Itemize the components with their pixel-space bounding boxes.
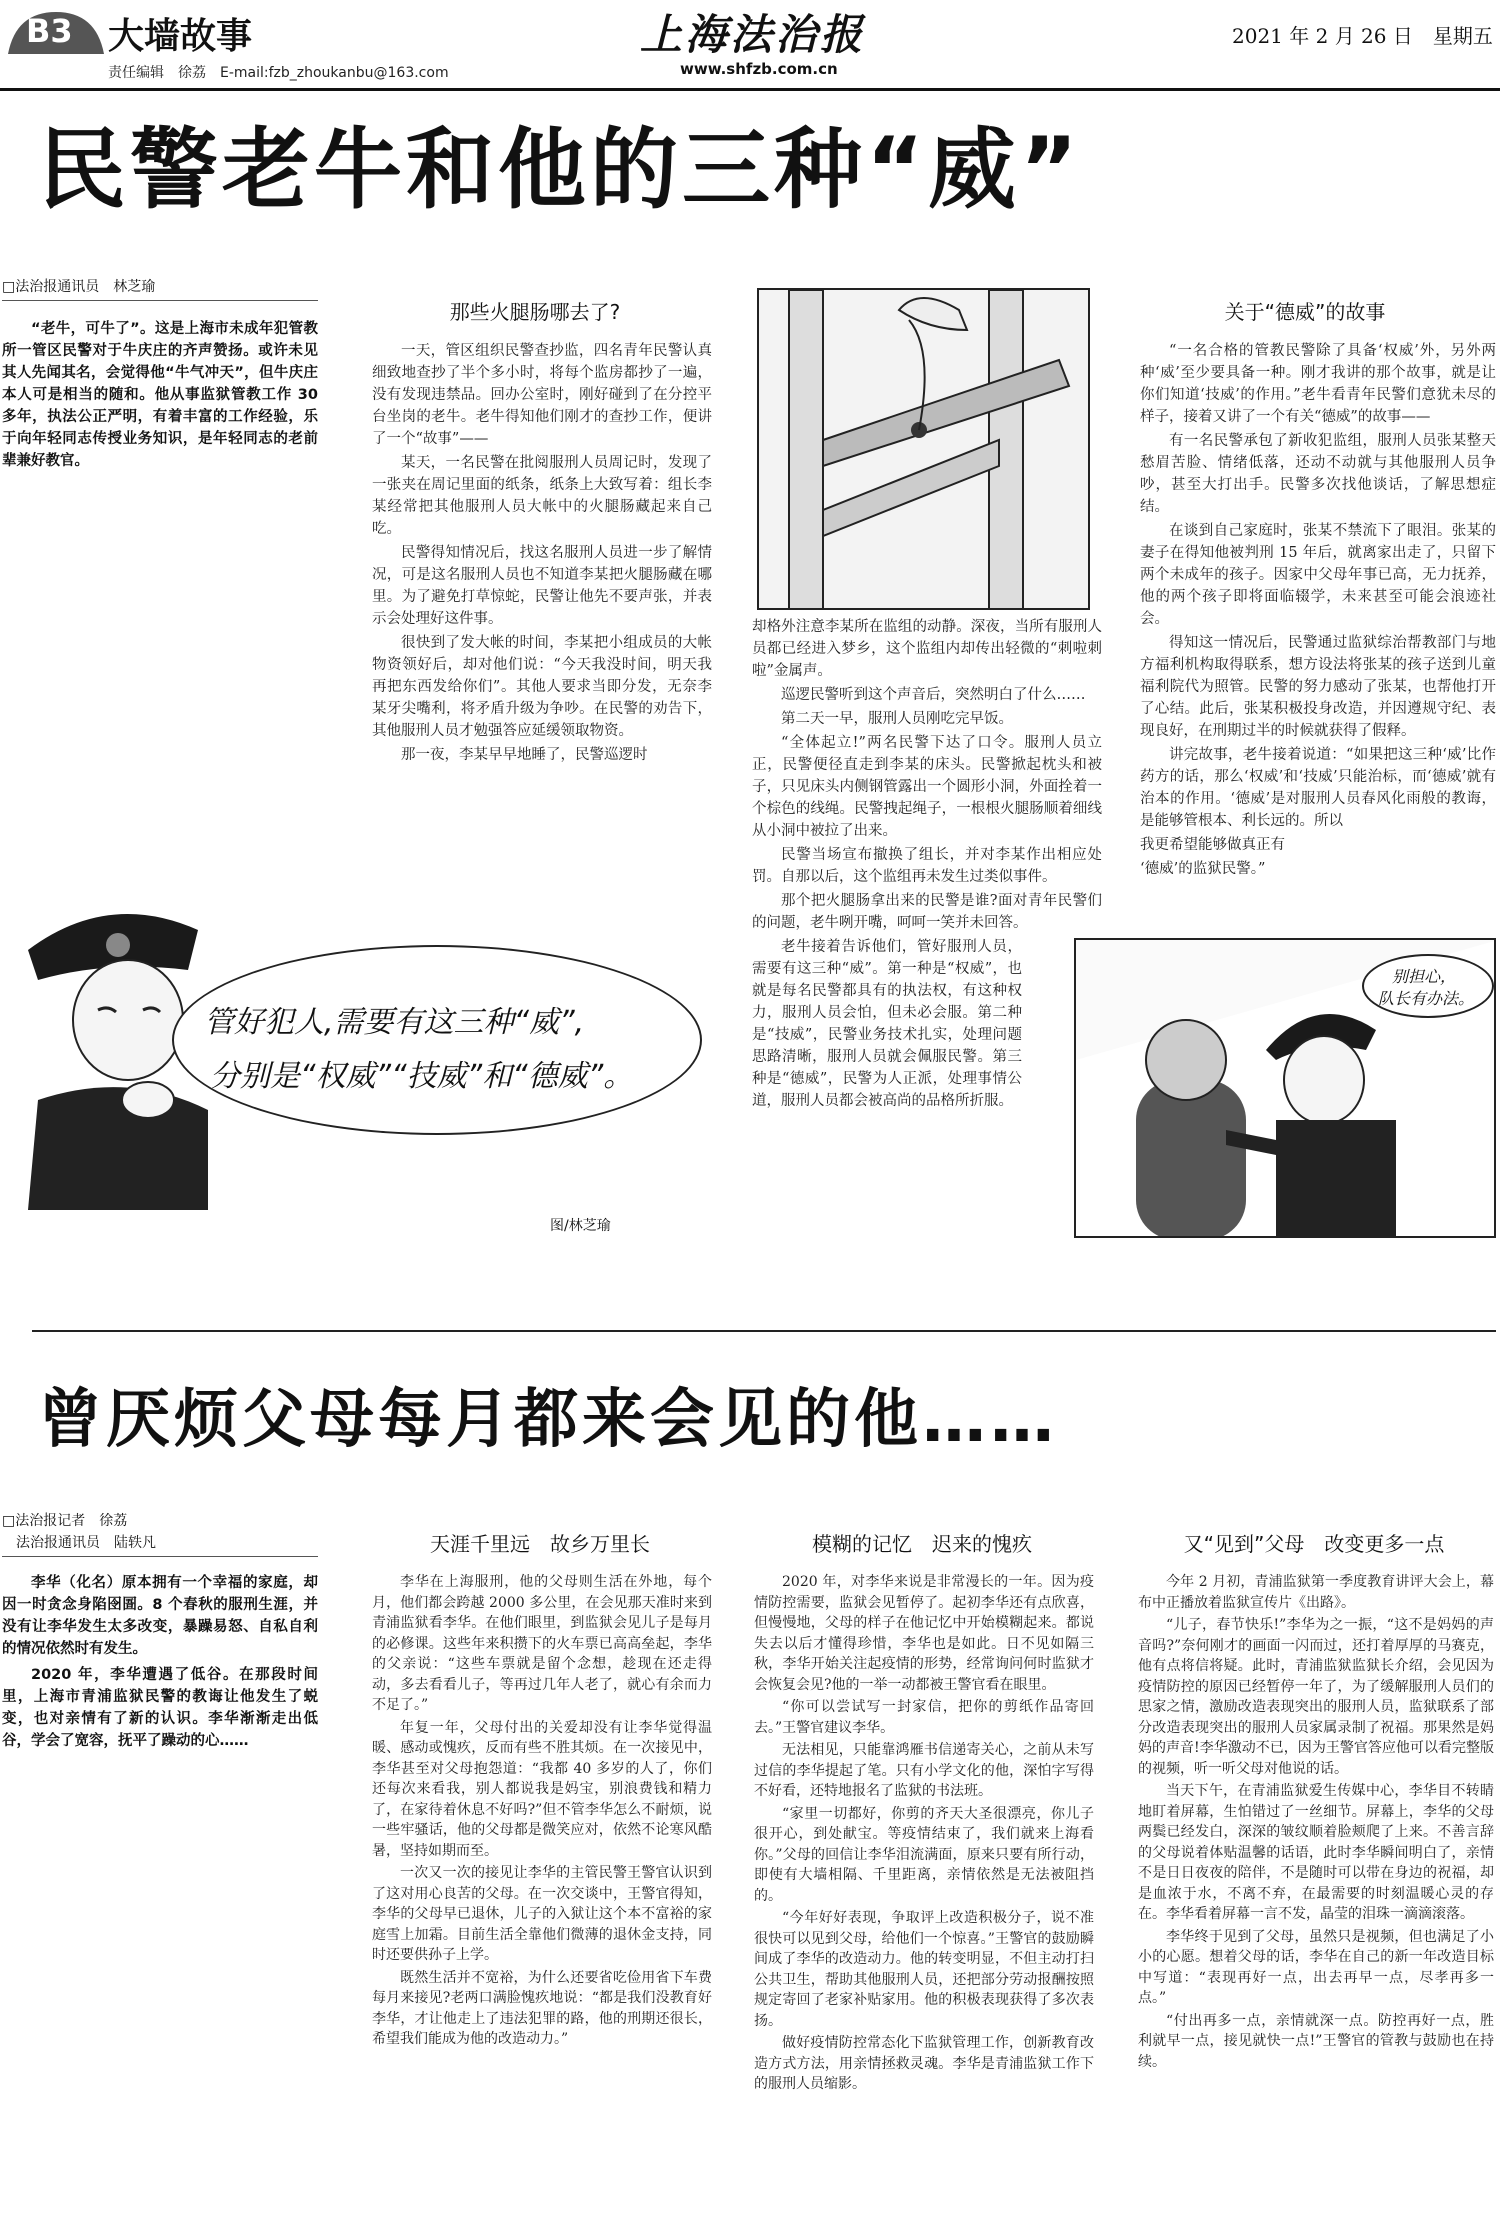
paragraph: 李华在上海服刑，他的父母则生活在外地，每个月，他们都会跨越 2000 多公里，在会见那天准时来到青浦监狱看李华。在他们眼里，到监狱会见儿子是每月的必修课。这些年来积攒下的火车票已高高垒起，李华的父亲说：“这些车票就是留个念想，趁现在还走得动，多去看看儿子，等再过几年人老了，就心有余而力不足了。” xyxy=(372,1574,712,1713)
article2-byline xyxy=(2,1510,156,1554)
paragraph: “一名合格的管教民警除了具备‘权威’外，另外两种‘威’至少要具备一种。刚才我讲的那个故事，就是让你们知道‘技威’的作用。”老牛看青年民警们意犹未尽的样子，接着又讲了一个有关“德威”的故事—— xyxy=(1140,343,1496,425)
article-divider xyxy=(32,1330,1496,1332)
paragraph: 某天，一名民警在批阅服刑人员周记时，发现了一张夹在周记里面的纸条，纸条上大致写着：组长李某经常把其他服刑人员大帐中的火腿肠藏起来自己吃。 xyxy=(372,455,712,537)
paragraph: 很快到了发大帐的时间，李某把小组成员的大帐物资领好后，却对他们说：“今天我没时间，明天我再把东西发给你们”。其他人要求当即分发，无奈李某牙尖嘴利，将矛盾升级为争吵。在民警的劝告下，其他服刑人员才勉强答应延缓领取物资。 xyxy=(372,635,712,739)
article2-column-2 xyxy=(754,1572,1094,2097)
article1-title: 民警老牛和他的三种“威” xyxy=(38,118,1082,221)
masthead xyxy=(0,0,1500,90)
bubble-line-1: 管好犯人,需要有这三种“威”, xyxy=(204,1005,585,1040)
website: www.shfzb.com.cn xyxy=(680,60,838,78)
paragraph: 当天下午，在青浦监狱爱生传媒中心，李华目不转睛地盯着屏幕，生怕错过了一丝细节。屏幕上，李华的父母两鬓已经发白，深深的皱纹顺着脸颊爬了上来。不善言辞的父母说着体贴温馨的话语，此时李华瞬间明白了，亲情不是日日夜夜的陪伴，不是随时可以带在身边的祝福，却是血浓于水，不离不弃，在最需要的时刻温暖心灵的存在。李华看着屏幕一言不发，晶莹的泪珠一滴滴滚落。 xyxy=(1138,1783,1494,1922)
article1-column-1 xyxy=(372,340,712,768)
page-number-badge xyxy=(6,6,106,58)
article2-subhead-1: 天涯千里远 故乡万里长 xyxy=(430,1532,650,1556)
article2-subhead-3: 又“见到”父母 改变更多一点 xyxy=(1183,1532,1445,1556)
pipe-drawing xyxy=(759,290,1090,610)
paragraph: 年复一年，父母付出的关爱却没有让李华觉得温暖、感动或愧疚，反而有些不胜其烦。在一次接见中，李华甚至对父母抱怨道：“我都 40 多岁的人了，你们还每次来看我，别人都说我是妈宝，别浪费钱和精力了，在家待着休息不好吗?”但不管李华怎么不耐烦，说一些牢骚话，他的父母都是微笑应对，依然不论寒风酷暑，坚持如期而至。 xyxy=(372,1719,712,1859)
paragraph: 在谈到自己家庭时，张某不禁流下了眼泪。张某的妻子在得知他被判刑 15 年后，就离家出走了，只留下两个未成年的孩子。因家中父母年事已高，无力抚养，他的两个孩子即将面临辍学，未来甚至可能会浪迹社会。 xyxy=(1140,523,1496,627)
article2-column-1 xyxy=(372,1572,712,2052)
article2-lead xyxy=(2,1572,318,1756)
article2-title: 曾厌烦父母每月都来会见的他…… xyxy=(38,1383,1058,1457)
article1-lead xyxy=(2,318,318,476)
article1-byline: □法治报通讯员 林芝瑜 xyxy=(2,279,156,295)
paragraph: 却格外注意李某所在监组的动静。深夜，当所有服刑人员都已经进入梦乡，这个监组内却传出轻微的“刺啦刺啦”金属声。 xyxy=(752,619,1102,679)
small-bubble xyxy=(1362,954,1494,1018)
bubble-line-2: 分别是“权威”“技威”和“德威”。 xyxy=(210,1059,634,1094)
paragraph: 那一夜，李某早早地睡了，民警巡逻时 xyxy=(401,747,648,763)
page-number: B3 xyxy=(26,12,73,50)
lead-paragraph: 李华（化名）原本拥有一个幸福的家庭，却因一时贪念身陷囹圄。8 个春秋的服刑生涯，并没有让李华发生太多改变，暴躁易怒、自私自利的情况依然时有发生。 xyxy=(2,1575,318,1657)
issue-date: 2021 年 2 月 26 日 星期五 xyxy=(1232,24,1493,48)
paragraph: 无法相见，只能靠鸿雁书信递寄关心，之前从未写过信的李华提起了笔。只有小学文化的他，深怕字写得不好看，还特地报名了监狱的书法班。 xyxy=(754,1742,1094,1799)
paragraph: 讲完故事，老牛接着说道：“如果把这三种‘威’比作药方的话，那么‘权威’和‘技威’只能治标，而‘德威’就有治本的作用。‘德威’是对服刑人员春风化雨般的教诲，是能够管根本、利长远的。所以 xyxy=(1140,747,1496,829)
byline-rule xyxy=(2,1556,318,1557)
small-bubble-line-1: 别担心， xyxy=(1392,967,1457,986)
section-name: 大墙故事 xyxy=(108,16,253,57)
pipe-illustration xyxy=(757,288,1090,610)
paragraph: 李华终于见到了父母，虽然只是视频，但也满足了小小的心愿。想着父母的话，李华在自己的新一年改造目标中写道：“表现再好一点，出去再早一点，尽孝再多一点。” xyxy=(1138,1928,1494,2006)
article1-subhead-1: 那些火腿肠哪去了? xyxy=(449,300,621,324)
byline-line: 法治报通讯员 陆轶凡 xyxy=(2,1535,156,1551)
byline-rule xyxy=(2,300,318,301)
paragraph: 一天，管区组织民警查抄监，四名青年民警认真细致地查抄了半个多小时，将每个监房都抄了一遍，没有发现违禁品。回办公室时，刚好碰到了在分控平台坐岗的老牛。老牛得知他们刚才的查抄工作，便讲了一个“故事”—— xyxy=(372,343,712,447)
speech-bubble xyxy=(172,945,702,1135)
article1-subhead-2: 关于“德威”的故事 xyxy=(1224,300,1386,324)
illustration-credit: 图/林芝瑜 xyxy=(550,1218,611,1234)
paragraph: “付出再多一点，亲情就深一点。防控再好一点，胜利就早一点，接见就快一点!”王警官的管教与鼓励也在持续。 xyxy=(1138,2012,1494,2070)
paragraph: 第二天一早，服刑人员刚吃完早饭。 xyxy=(781,711,1013,727)
paragraph: 民警得知情况后，找这名服刑人员进一步了解情况，可是这名服刑人员也不知道李某把火腿肠藏在哪里。为了避免打草惊蛇，民警让他先不要声张，并表示会处理好这件事。 xyxy=(372,545,712,627)
article2-subhead-2: 模糊的记忆 迟来的愧疚 xyxy=(812,1532,1032,1556)
paragraph: “家里一切都好，你剪的齐天大圣很漂亮，你儿子很开心，到处献宝。等疫情结束了，我们就来上海看你。”父母的回信让李华泪流满面，原来只要有所行动，即使有大墙相隔、千里距离，亲情依然是无法被阻挡的。 xyxy=(754,1805,1094,1904)
paragraph: ‘德威’的监狱民警。” xyxy=(1140,861,1266,877)
article2-column-3 xyxy=(1138,1572,1494,2074)
lead-paragraph: “老牛，可牛了”。这是上海市未成年犯管教所一管区民警对于牛庆庄的齐声赞扬。或许未见其人先闻其名，会觉得他“牛气冲天”，但牛庆庄本人可是相当的随和。他从事监狱管教工作 30 多年，执法公正严明，有着丰富的工作经验，乐于向年轻同志传授业务知识，是年轻同志的老前辈兼好教官。 xyxy=(2,321,318,469)
lead-paragraph: 2020 年，李华遭遇了低谷。在那段时间里，上海市青浦监狱民警的教诲让他发生了蜕变，也对亲情有了新的认识。李华渐渐走出低谷，学会了宽容，抚平了躁动的心…… xyxy=(2,1667,318,1749)
article1-column-2 xyxy=(752,616,1102,1114)
paragraph: 老牛接着告诉他们，管好服刑人员，需要有这三种“威”。第一种是“权威”，也就是每名民警都具有的执法权，有这种权力，服刑人员会怕，但未必会服。第二种是“技威”，民警业务技术扎实，处理问题思路清晰，服刑人员就会佩服民警。第三种是“德威”，民警为人正派，处理事情公道，服刑人员都会被高尚的品格所折服。 xyxy=(752,939,1022,1109)
paragraph: 今年 2 月初，青浦监狱第一季度教育讲评大会上，幕布中正播放着监狱宣传片《出路》。 xyxy=(1138,1574,1494,1611)
paragraph: 有一名民警承包了新收犯监组，服刑人员张某整天愁眉苦脸、情绪低落，还动不动就与其他服刑人员争吵，甚至大打出手。民警多次找他谈话，了解思想症结。 xyxy=(1140,433,1496,515)
editor-line: 责任编辑 徐荔 E-mail:fzb_zhoukanbu@163.com xyxy=(108,65,449,81)
paragraph: 得知这一情况后，民警通过监狱综治帮教部门与地方福利机构取得联系，想方设法将张某的孩子送到儿童福利院代为照管。民警的努力感动了张某，也帮他打开了心结。此后，张某积极投身改造，并因遵规守纪、表现良好，在刑期过半的时候就获得了假释。 xyxy=(1140,635,1496,739)
paragraph: 一次又一次的接见让李华的主管民警王警官认识到了这对用心良苦的父母。在一次交谈中，王警官得知，李华的父母早已退休，儿子的入狱让这个本不富裕的家庭雪上加霜。目前生活全靠他们微薄的退休金支持，同时还要供孙子上学。 xyxy=(372,1865,712,1963)
paragraph: 既然生活并不宽裕，为什么还要省吃俭用省下车费每月来接见?老两口满脸愧疚地说：“都是我们没教育好李华，才让他走上了违法犯罪的路，他的刑期还很长，希望我们能成为他的改造动力。” xyxy=(372,1969,712,2047)
paragraph: “今年好好表现，争取评上改造积极分子，说不准很快可以见到父母，给他们一个惊喜。”王警官的鼓励瞬间成了李华的改造动力。他的转变明显，不但主动打扫公共卫生，帮助其他服刑人员，还把部分劳动报酬按照规定寄回了老家补贴家用。他的积极表现获得了多次表扬。 xyxy=(754,1910,1094,2029)
paragraph: 那个把火腿肠拿出来的民警是谁?面对青年民警们的问题，老牛咧开嘴，呵呵一笑并未回答。 xyxy=(752,893,1102,931)
paragraph: 我更希望能够做真正有 xyxy=(1140,837,1285,853)
paragraph: 民警当场宣布撤换了组长，并对李某作出相应处罚。自那以后，这个监组再未发生过类似事件。 xyxy=(752,847,1102,885)
paragraph: “全体起立!”两名民警下达了口令。服刑人员立正，民警便径直走到李某的床头。民警掀起枕头和被子，只见床头内侧钢管露出一个圆形小洞，外面拴着一个棕色的线绳。民警拽起绳子，一根根火腿肠顺着细线从小洞中被拉了出来。 xyxy=(752,735,1102,839)
paper-logo: 上海法治报 xyxy=(640,10,866,59)
small-bubble-line-2: 队长有办法。 xyxy=(1378,989,1475,1008)
paragraph: 巡逻民警听到这个声音后，突然明白了什么…… xyxy=(781,687,1086,703)
masthead-rule xyxy=(0,88,1500,91)
article1-column-3 xyxy=(1140,340,1496,882)
paragraph: 2020 年，对李华来说是非常漫长的一年。因为疫情防控需要，监狱会见暂停了。起初李华还有点欣喜，但慢慢地，父母的样子在他记忆中开始模糊起来。都说失去以后才懂得珍惜，李华也是如此。日不见如隔三秋，李华开始关注起疫情的形势，经常询问何时监狱才会恢复会见?他的一举一动都被王警官看在眼里。 xyxy=(754,1574,1094,1693)
comfort-illustration xyxy=(1074,938,1496,1238)
paragraph: 做好疫情防控常态化下监狱管理工作，创新教育改造方式方法，用亲情拯救灵魂。李华是青浦监狱工作下的服刑人员缩影。 xyxy=(754,2035,1094,2092)
paragraph: “你可以尝试写一封家信，把你的剪纸作品寄回去。”王警官建议李华。 xyxy=(754,1699,1094,1736)
byline-line: □法治报记者 徐荔 xyxy=(2,1513,128,1529)
paragraph: “儿子，春节快乐!”李华为之一振，“这不是妈妈的声音吗?”奈何刚才的画面一闪而过，还打着厚厚的马赛克，他有点将信将疑。此时，青浦监狱监狱长介绍，会见因为疫情防控的原因已经暂停一年了，为了缓解服刑人员们的思家之情，激励改造表现突出的服刑人员，监狱联系了部分改造表现突出的服刑人员家属录制了祝福。那果然是妈妈的声音!李华激动不已，因为王警官答应他可以看完整版的视频，听一听父母对他说的话。 xyxy=(1138,1617,1494,1777)
